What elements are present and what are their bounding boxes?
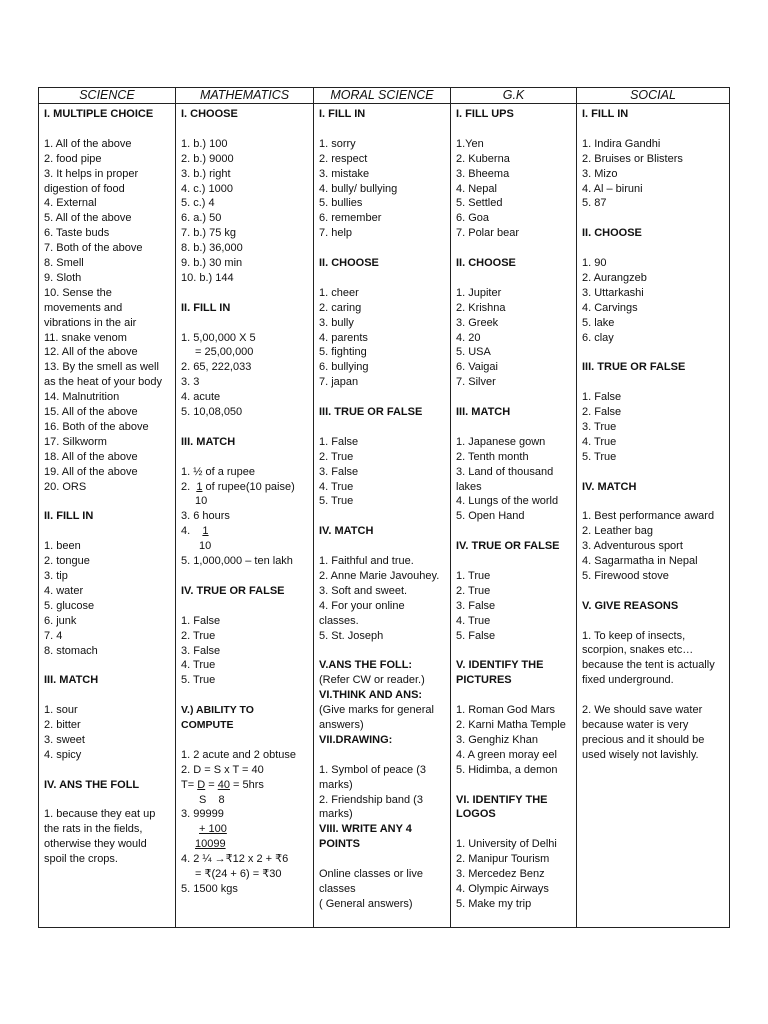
list-item: 10. Sense the movements and vibrations in the air [44, 286, 137, 329]
item-text: 10099 [195, 838, 226, 851]
list-item: 5. True [582, 450, 617, 463]
list-item: 6. Taste buds [44, 227, 110, 240]
gk-choose-list [456, 286, 572, 390]
section-heading: VII.DRAWING: [319, 733, 393, 746]
list-item: 1. 2 acute and 2 obtuse [181, 748, 296, 761]
answer-text: Online classes or live classes [319, 868, 423, 895]
list-item: 5. Open Hand [456, 510, 525, 523]
list-item: 2. Anne Marie Javouhey. [319, 569, 440, 582]
list-item: 5. All of the above [44, 212, 132, 225]
gk-logos-list [456, 837, 572, 912]
list-item: 1.Yen [456, 137, 484, 150]
list-item: 1. cheer [319, 286, 359, 299]
item-text: = 5hrs [233, 778, 264, 791]
list-item: 4. Lungs of the world [456, 495, 559, 508]
list-item: 8. stomach [44, 644, 98, 657]
section-heading: IV. TRUE OR FALSE [456, 540, 560, 553]
list-item: 18. All of the above [44, 450, 138, 463]
list-item: 2. Kuberna [456, 152, 510, 165]
list-item: 7. help [319, 227, 353, 240]
moral-match-list [319, 554, 446, 643]
list-item: 1. False [582, 391, 622, 404]
list-item: 5. lake [582, 316, 615, 329]
list-item [181, 480, 309, 495]
list-item: 16. Both of the above [44, 421, 149, 434]
list-item: 4. For your online classes. [319, 599, 405, 627]
list-item: 3. tip [44, 570, 68, 583]
section-heading: III. MATCH [44, 674, 99, 687]
section-note: (Give marks for general answers) [319, 704, 434, 732]
list-item: 4. bully/ bullying [319, 182, 398, 195]
list-item: 13. By the smell as well as the heat of your body [44, 361, 163, 389]
list-item: 5. Make my trip [456, 897, 532, 910]
list-item: 2. True [456, 584, 491, 597]
list-item: 14. Malnutrition [44, 391, 120, 404]
list-item: 6. remember [319, 212, 382, 225]
answers-row [39, 104, 730, 928]
list-item: 4. A green moray eel [456, 748, 557, 761]
list-item: 6. clay [582, 331, 614, 344]
gk-tf-list [456, 569, 572, 644]
list-item: 4. External [44, 197, 97, 210]
list-item: 11. snake venom [44, 331, 127, 344]
list-item: 4. parents [319, 331, 368, 344]
list-item: 4. Al – biruni [582, 182, 643, 195]
list-item: 7. 4 [44, 629, 63, 642]
header-mathematics: MATHEMATICS [176, 88, 314, 104]
section-heading: I. FILL UPS [456, 108, 514, 120]
moral-drawing-list [319, 763, 446, 823]
list-item: 3. Adventurous sport [582, 540, 683, 553]
social-fill-list [582, 137, 725, 212]
answer-text: 1. because they eat up the rats in the fields, otherwise they would spoil the crops. [44, 808, 156, 866]
social-match-list [582, 509, 725, 584]
item-text: 40 [217, 778, 230, 791]
section-heading: III. TRUE OR FALSE [582, 361, 686, 374]
list-item: 15. All of the above [44, 406, 138, 419]
gk-pictures-list [456, 703, 572, 778]
fraction-denominator: 10 [195, 495, 208, 508]
header-row [39, 88, 730, 104]
list-item: 9. Sloth [44, 271, 82, 284]
list-item: 2. Krishna [456, 301, 506, 314]
list-item: 5. c.) 4 [181, 197, 215, 210]
list-item: 4. Olympic Airways [456, 882, 549, 895]
list-item: 4. c.) 1000 [181, 182, 233, 195]
science-fill-list [44, 539, 171, 658]
list-item: 2. respect [319, 152, 368, 165]
section-heading: V.ANS THE FOLL: [319, 659, 413, 672]
list-item: 3. Soft and sweet. [319, 584, 408, 597]
list-item: 5. True [319, 495, 354, 508]
list-item: 3. sweet [44, 733, 85, 746]
list-item: 3. 3 [181, 376, 200, 389]
list-item: 2. Leather bag [582, 525, 653, 538]
list-item: 1. b.) 100 [181, 137, 228, 150]
math-fill-list [181, 360, 309, 420]
moral-tf-list [319, 435, 446, 510]
section-heading: II. FILL IN [181, 301, 231, 314]
section-heading: III. TRUE OR FALSE [319, 406, 423, 419]
item-text: + 100 [199, 823, 227, 836]
list-item: 6. Vaigai [456, 361, 498, 374]
section-heading: V. GIVE REASONS [582, 599, 679, 612]
list-item: 6. bullying [319, 361, 369, 374]
list-item: 4. True [319, 480, 354, 493]
list-item: 1. False [319, 435, 359, 448]
answer-text: 1. To keep of insects, scorpion, snakes etc… because the tent is actually fixed underground. [582, 629, 715, 687]
science-column [39, 104, 176, 928]
list-item: 3. mistake [319, 167, 370, 180]
list-item: 3. Genghiz Khan [456, 733, 538, 746]
list-item: 4. 2 ¼ →₹12 x 2 + ₹6 [181, 853, 289, 866]
list-item: 1. Best performance award [582, 510, 715, 523]
list-item: 3. 99999 [181, 808, 224, 821]
item-text: T= [181, 778, 195, 791]
list-item: 4. Carvings [582, 301, 638, 314]
header-gk: G.K [451, 88, 577, 104]
list-item: 2. Karni Matha Temple [456, 719, 566, 732]
moral-choose-list [319, 286, 446, 390]
item-number: 4. [181, 525, 191, 538]
answer-key-table [38, 87, 730, 928]
list-item: 1. sour [44, 704, 78, 717]
section-heading: I. FILL IN [582, 108, 629, 120]
item-text: 3. 6 hours [181, 510, 230, 523]
section-heading: VI.THINK AND ANS: [319, 689, 423, 702]
list-item: 1. Jupiter [456, 286, 502, 299]
list-item: 7. Silver [456, 376, 496, 389]
list-item: 12. All of the above [44, 346, 138, 359]
section-heading: IV. MATCH [319, 525, 374, 538]
list-item: 5. 10,08,050 [181, 406, 243, 419]
list-item: 5. bullies [319, 197, 363, 210]
list-item: 3. Land of thousand lakes [456, 465, 554, 493]
list-item: 2. caring [319, 301, 362, 314]
list-item [181, 524, 309, 539]
list-item: 6. Goa [456, 212, 490, 225]
math-tf-list [181, 614, 309, 689]
list-item: 2. True [181, 629, 216, 642]
social-choose-list [582, 256, 725, 345]
list-item: 5. Settled [456, 197, 503, 210]
list-item: 7. japan [319, 376, 359, 389]
list-item: 1. ½ of a rupee [181, 465, 255, 478]
list-item: S 8 [199, 793, 225, 806]
list-item: 3. False [319, 465, 359, 478]
list-item: 2. D = S x T = 40 [181, 763, 264, 776]
section-heading: V. IDENTIFY THE PICTURES [456, 659, 544, 687]
list-item: 2. Bruises or Blisters [582, 152, 683, 165]
list-item: 2. 65, 222,033 [181, 361, 252, 374]
section-heading: IV. MATCH [582, 480, 637, 493]
section-heading: I. FILL IN [319, 108, 366, 120]
list-item: 4. Nepal [456, 182, 497, 195]
section-heading: III. MATCH [456, 406, 511, 419]
list-item: 1. been [44, 540, 81, 553]
list-item [181, 778, 309, 793]
list-item: 2. Tenth month [456, 450, 529, 463]
list-item: 1. True [456, 569, 491, 582]
section-heading: VIII. WRITE ANY 4 POINTS [319, 823, 412, 851]
list-item: 4. True [582, 435, 617, 448]
item-text: of rupee(10 paise) [205, 480, 295, 493]
list-item: 3. b.) right [181, 167, 231, 180]
section-heading: IV. ANS THE FOLL [44, 778, 140, 791]
item-number: 2. [181, 480, 191, 493]
section-heading: I. CHOOSE [181, 108, 238, 120]
mathematics-column [176, 104, 314, 928]
list-item: 20. ORS [44, 480, 87, 493]
list-item: 1. Faithful and true. [319, 555, 414, 568]
list-item: 1. Symbol of peace (3 marks) [319, 763, 427, 791]
list-item: 1. Roman God Mars [456, 704, 556, 717]
science-match-list [44, 703, 171, 763]
list-item: 10. b.) 144 [181, 271, 234, 284]
list-item: 5. glucose [44, 599, 95, 612]
fraction-denominator: 10 [199, 540, 212, 553]
list-item: 4. water [44, 584, 84, 597]
item-text: 5. 1,000,000 – ten lakh [181, 555, 293, 568]
list-item: 8. Smell [44, 257, 84, 270]
list-item: 2. Friendship band (3 marks) [319, 793, 423, 821]
list-item: 4. acute [181, 391, 221, 404]
list-item: 9. b.) 30 min [181, 257, 243, 270]
section-heading: II. CHOOSE [319, 257, 379, 270]
list-item: 1. Indira Gandhi [582, 137, 661, 150]
list-item: 8. b.) 36,000 [181, 242, 243, 255]
section-heading: I. MULTIPLE CHOICE [44, 108, 154, 120]
list-item: 3. False [456, 599, 496, 612]
section-note: ( General answers) [319, 897, 413, 910]
science-mc-list [44, 137, 171, 495]
list-item: 1. False [181, 614, 221, 627]
list-item: 3. It helps in proper digestion of food [44, 167, 139, 195]
list-item: 1. sorry [319, 137, 356, 150]
list-item [181, 822, 309, 837]
list-item: 1. 90 [582, 257, 607, 270]
social-column [577, 104, 730, 928]
math-choose-list [181, 137, 309, 286]
list-item: 4. True [456, 614, 491, 627]
list-item: 5. St. Joseph [319, 629, 384, 642]
list-item: 5. False [456, 629, 496, 642]
gk-fill-list [456, 137, 572, 241]
list-item: 5. USA [456, 346, 491, 359]
list-item: 3. True [582, 420, 617, 433]
header-social: SOCIAL [577, 88, 730, 104]
item-text: D [197, 778, 206, 791]
section-heading: II. CHOOSE [582, 227, 642, 240]
list-item: = 25,00,000 [195, 346, 254, 359]
list-item: 5. fighting [319, 346, 367, 359]
moral-science-column [314, 104, 451, 928]
list-item: 4. 20 [456, 331, 481, 344]
section-heading: III. MATCH [181, 435, 236, 448]
list-item: 1. All of the above [44, 137, 132, 150]
section-heading: II. FILL IN [44, 510, 94, 523]
list-item: = ₹(24 + 6) = ₹30 [195, 868, 282, 881]
fraction-numerator: 1 [202, 525, 209, 538]
list-item: 1. Japanese gown [456, 435, 546, 448]
list-item: 2. Aurangzeb [582, 271, 647, 284]
fraction-numerator: 1 [196, 480, 203, 493]
list-item: 1. 5,00,000 X 5 [181, 331, 256, 344]
answer-text: 2. We should save water because water is very precious and it should be used wisely not lavishly. [582, 704, 705, 761]
list-item: 3. Greek [456, 316, 499, 329]
list-item: 2. food pipe [44, 152, 102, 165]
list-item: 4. Sagarmatha in Nepal [582, 555, 698, 568]
item-text: = [208, 778, 215, 791]
list-item: 17. Silkworm [44, 435, 107, 448]
list-item: 1. University of Delhi [456, 838, 557, 851]
list-item: 3. bully [319, 316, 354, 329]
list-item: 2. True [319, 450, 354, 463]
section-heading: V.) ABILITY TO COMPUTE [181, 704, 254, 732]
list-item: 3. Mercedez Benz [456, 868, 545, 881]
list-item: 2. tongue [44, 555, 90, 568]
list-item: 3. Bheema [456, 167, 510, 180]
section-heading: IV. TRUE OR FALSE [181, 584, 285, 597]
list-item: 2. False [582, 406, 622, 419]
list-item: 4. spicy [44, 748, 82, 761]
section-note: (Refer CW or reader.) [319, 674, 425, 687]
list-item: 6. a.) 50 [181, 212, 222, 225]
section-heading: II. CHOOSE [456, 257, 516, 270]
list-item: 19. All of the above [44, 465, 138, 478]
list-item: 5. 1500 kgs [181, 882, 238, 895]
list-item: 3. Uttarkashi [582, 286, 644, 299]
moral-fill-list [319, 137, 446, 241]
list-item: 6. junk [44, 614, 77, 627]
list-item: 5. 87 [582, 197, 607, 210]
list-item: 5. Hidimba, a demon [456, 763, 558, 776]
list-item [181, 837, 309, 852]
list-item: 7. Polar bear [456, 227, 519, 240]
section-heading: VI. IDENTIFY THE LOGOS [456, 793, 548, 821]
list-item: 5. Firewood stove [582, 569, 669, 582]
list-item: 7. b.) 75 kg [181, 227, 237, 240]
header-moral-science: MORAL SCIENCE [314, 88, 451, 104]
list-item: 5. True [181, 674, 216, 687]
gk-column [451, 104, 577, 928]
list-item: 3. Mizo [582, 167, 618, 180]
social-tf-list [582, 390, 725, 465]
gk-match-list [456, 435, 572, 524]
list-item: 2. b.) 9000 [181, 152, 234, 165]
list-item: 7. Both of the above [44, 242, 143, 255]
header-science: SCIENCE [39, 88, 176, 104]
list-item: 2. Manipur Tourism [456, 853, 550, 866]
list-item: 3. False [181, 644, 221, 657]
list-item: 2. bitter [44, 719, 81, 732]
list-item: 4. True [181, 659, 216, 672]
